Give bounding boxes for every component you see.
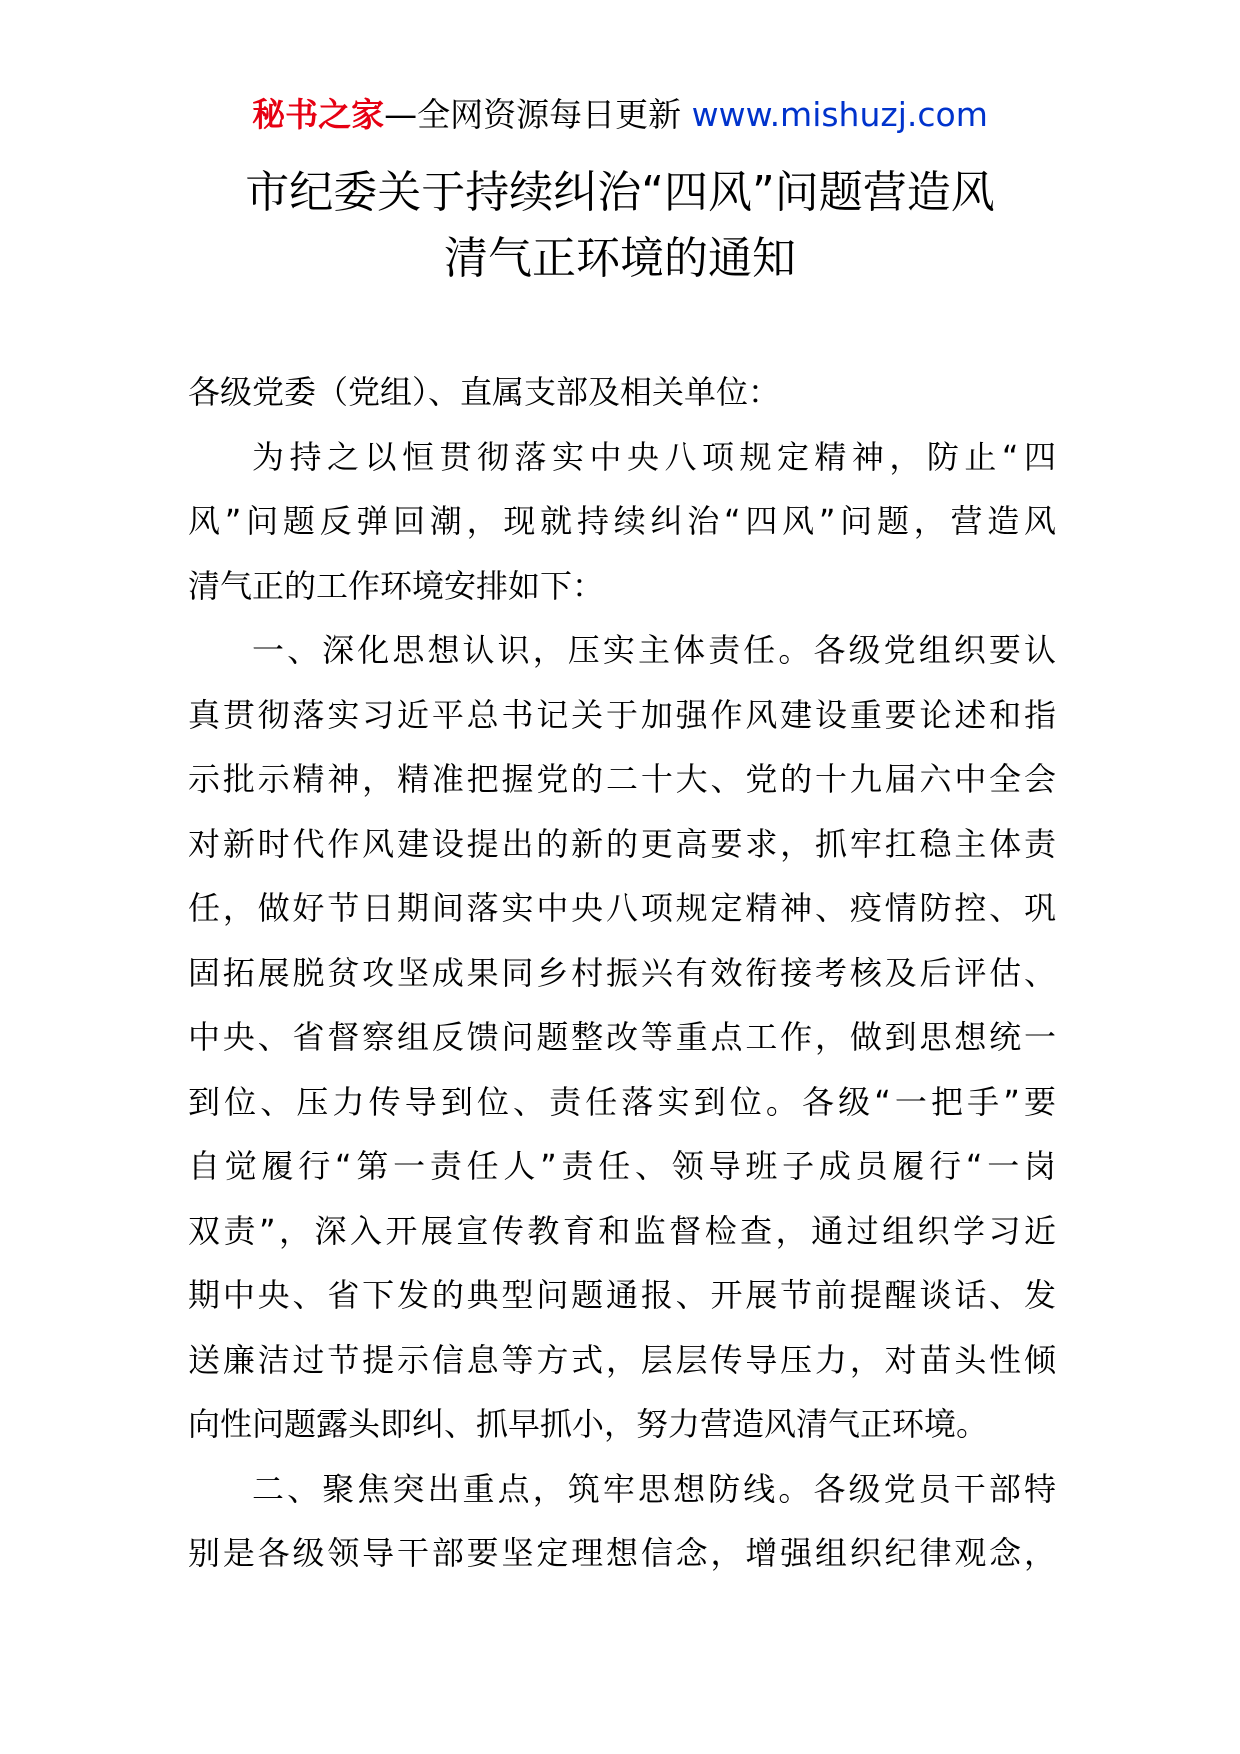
- paragraph-intro: [188, 425, 1056, 619]
- paragraph-line: 任，做好节日期间落实中央八项规定精神、疫情防控、巩: [188, 889, 1056, 927]
- paragraph-line: 到位、压力传导到位、责任落实到位。各级“一把手”要: [188, 1082, 1056, 1121]
- paragraph-line: 期中央、省下发的典型问题通报、开展节前提醒谈话、发: [188, 1276, 1056, 1314]
- paragraph-line: 为持之以恒贯彻落实中央八项规定精神，防止“四: [252, 437, 1056, 476]
- document-body: [188, 360, 1056, 1586]
- paragraph-line: 送廉洁过节提示信息等方式，层层传导压力，对苗头性倾: [188, 1340, 1056, 1379]
- paragraph-line: 别是各级领导干部要坚定理想信念，增强组织纪律观念，: [188, 1534, 1056, 1572]
- paragraph-line: 对新时代作风建设提出的新的更高要求，抓牢扛稳主体责: [188, 824, 1056, 863]
- banner-slogan: —全网资源每日更新: [384, 95, 682, 134]
- paragraph-section-1: [188, 618, 1056, 1457]
- title-line-1: 市纪委关于持续纠治“四风”问题营造风: [245, 167, 995, 218]
- title-line-2: 清气正环境的通知: [444, 233, 796, 284]
- paragraph-line: 二、聚焦突出重点，筑牢思想防线。各级党员干部特: [252, 1469, 1056, 1508]
- brand-name: 秘书之家: [252, 95, 385, 134]
- paragraph-line: 风”问题反弹回潮，现就持续纠治“四风”问题，营造风: [188, 502, 1056, 540]
- paragraph-line: 固拓展脱贫攻坚成果同乡村振兴有效衔接考核及后评估、: [188, 953, 1056, 992]
- paragraph-line: 真贯彻落实习近平总书记关于加强作风建设重要论述和指: [188, 695, 1056, 734]
- paragraph-line: 向性问题露头即纠、抓早抓小，努力营造风清气正环境。: [188, 1405, 989, 1443]
- paragraph-line: 示批示精神，精准把握党的二十大、党的十九届六中全会: [188, 760, 1056, 798]
- paragraph-line: 清气正的工作环境安排如下：: [188, 566, 605, 605]
- paragraph-line: 一、深化思想认识，压实主体责任。各级党组织要认: [252, 631, 1056, 669]
- paragraph-line: 自觉履行“第一责任人”责任、领导班子成员履行“一岗: [188, 1147, 1056, 1185]
- paragraph-section-2: [188, 1457, 1056, 1586]
- document-title: [0, 160, 1240, 292]
- paragraph-line: 中央、省督察组反馈问题整改等重点工作，做到思想统一: [188, 1018, 1056, 1056]
- salutation: 各级党委（党组）、直属支部及相关单位：: [188, 373, 781, 411]
- site-banner: [0, 90, 1240, 140]
- paragraph-line: 双责”，深入开展宣传教育和监督检查，通过组织学习近: [188, 1211, 1056, 1250]
- site-url-link[interactable]: www.mishuzj.com: [691, 95, 988, 134]
